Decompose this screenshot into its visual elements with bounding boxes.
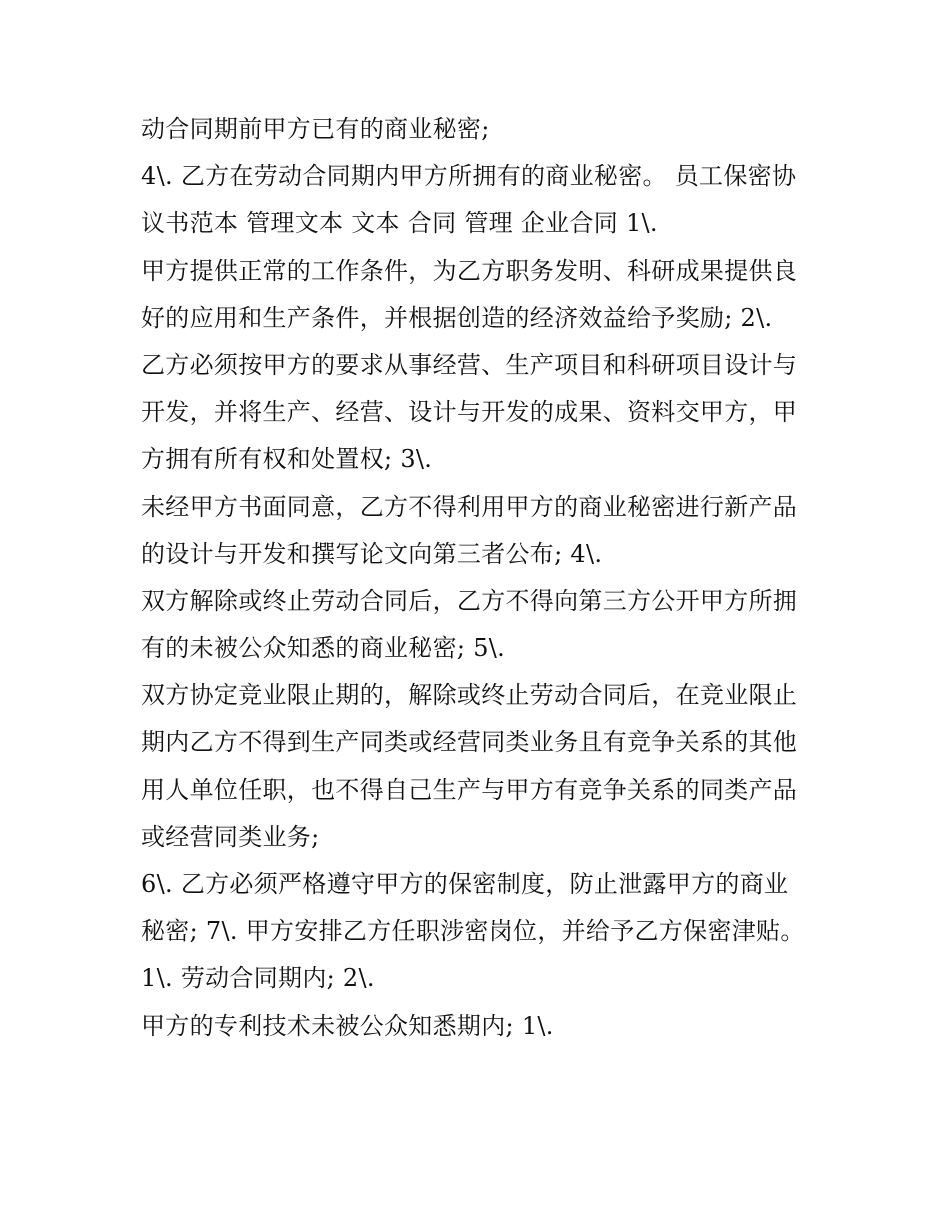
text-line: 秘密; 7\. 甲方安排乙方任职涉密岗位，并给予乙方保密津贴。 [141, 917, 805, 946]
text-line: 议书范本 管理文本 文本 合同 管理 企业合同 1\. [141, 209, 658, 238]
text-line: 6\. 乙方必须严格遵守甲方的保密制度，防止泄露甲方的商业 [141, 870, 789, 898]
text-line: 双方协定竞业限止期的，解除或终止劳动合同后，在竞业限止 [141, 681, 798, 710]
text-line: 甲方的专利技术未被公众知悉期内; 1\. [141, 1011, 554, 1040]
text-line: 未经甲方书面同意，乙方不得利用甲方的商业秘密进行新产品 [141, 492, 798, 521]
text-line: 甲方提供正常的工作条件，为乙方职务发明、科研成果提供良 [141, 256, 798, 285]
text-line: 期内乙方不得到生产同类或经营同类业务且有竞争关系的其他 [141, 728, 798, 757]
text-line: 4\. 乙方在劳动合同期内甲方所拥有的商业秘密。 员工保密协 [141, 162, 797, 191]
text-line: 好的应用和生产条件，并根据创造的经济效益给予奖励; 2\. [141, 303, 773, 332]
text-line: 双方解除或终止劳动合同后，乙方不得向第三方公开甲方所拥 [141, 586, 798, 615]
text-line: 1\. 劳动合同期内; 2\. [141, 964, 375, 993]
text-line: 方拥有所有权和处置权; 3\. [141, 445, 433, 474]
text-line: 开发，并将生产、经营、设计与开发的成果、资料交甲方，甲 [141, 398, 798, 427]
text-line: 乙方必须按甲方的要求从事经营、生产项目和科研项目设计与 [141, 350, 798, 379]
text-line: 动合同期前甲方已有的商业秘密; [141, 115, 490, 143]
text-line: 的设计与开发和撰写论文向第三者公布; 4\. [141, 539, 603, 568]
text-line: 用人单位任职，也不得自己生产与甲方有竞争关系的同类产品 [141, 775, 798, 804]
document-body [141, 106, 821, 1050]
text-line: 或经营同类业务; [141, 822, 320, 851]
text-line: 有的未被公众知悉的商业秘密; 5\. [141, 634, 506, 663]
